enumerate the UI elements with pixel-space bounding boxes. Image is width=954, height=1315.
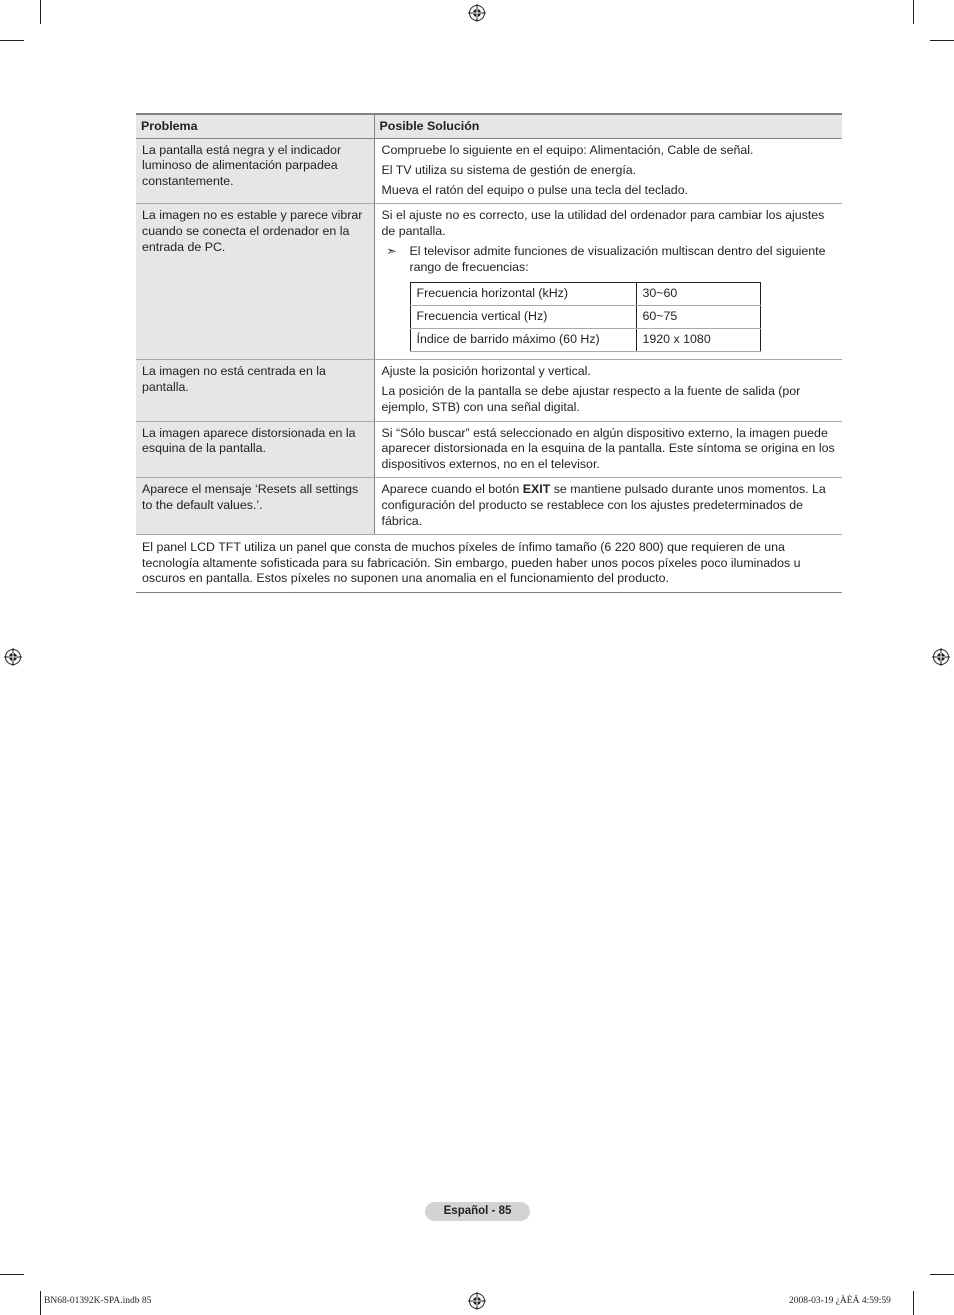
problem-cell: Aparece el mensaje ‘Resets all settings to the default values.’. bbox=[136, 478, 374, 535]
solution-text bbox=[382, 482, 837, 529]
problem-cell: La imagen no es estable y parece vibrar cuando se conecta el ordenador en la entrada de PC. bbox=[136, 204, 374, 360]
slug-datetime: 2008-03-19 ¿ÀÈÄ 4:59:59 bbox=[789, 1296, 891, 1306]
exit-key-label: EXIT bbox=[522, 482, 551, 497]
slug-filename: BN68-01392K-SPA.indb 85 bbox=[44, 1296, 152, 1306]
table-row bbox=[136, 421, 842, 478]
note-text: El televisor admite funciones de visualización multiscan dentro del siguiente rango de frecuencias: bbox=[409, 244, 826, 274]
problem-cell: La imagen no está centrada en la pantalla. bbox=[136, 360, 374, 421]
freq-value: 30~60 bbox=[636, 283, 760, 306]
crop-mark bbox=[0, 40, 24, 41]
solution-text: La posición de la pantalla se debe ajustar respecto a la fuente de salida (por ejemplo, STB) con una señal digital. bbox=[381, 384, 801, 414]
problem-cell: La pantalla está negra y el indicador luminoso de alimentación parpadea constantemente. bbox=[136, 138, 374, 204]
registration-mark-icon bbox=[4, 648, 22, 666]
header-solution: Posible Solución bbox=[374, 114, 842, 138]
crop-mark bbox=[40, 1291, 41, 1315]
table-row bbox=[410, 283, 760, 306]
table-row bbox=[136, 360, 842, 421]
solution-cell bbox=[374, 421, 842, 478]
frequency-table bbox=[410, 282, 761, 352]
note-arrow-icon: ➣ bbox=[386, 244, 397, 259]
solution-text-pre: Aparece cuando el botón bbox=[381, 482, 523, 497]
note bbox=[382, 244, 837, 275]
solution-text: Compruebe lo siguiente en el equipo: Alimentación, Cable de señal. bbox=[381, 142, 754, 157]
solution-text: El TV utiliza su sistema de gestión de energía. bbox=[381, 162, 637, 177]
solution-text-post: se mantiene pulsado durante unos momentos. La configuración del producto se restablece con los ajustes predeterminados de fábrica. bbox=[381, 482, 826, 528]
solution-text: Mueva el ratón del equipo o pulse una tecla del teclado. bbox=[381, 182, 689, 197]
solution-cell bbox=[374, 138, 842, 204]
problem-cell: La imagen aparece distorsionada en la esquina de la pantalla. bbox=[136, 421, 374, 478]
crop-mark bbox=[930, 40, 954, 41]
solution-text: Si “Sólo buscar” está seleccionado en algún dispositivo externo, la imagen puede aparecer distorsionada en la esquina de la pantalla. Este síntoma se origina en los dispositivos externos, no en el televisor. bbox=[381, 425, 835, 471]
freq-label: Frecuencia horizontal (kHz) bbox=[410, 283, 636, 306]
freq-value: 60~75 bbox=[636, 306, 760, 329]
page-number: Español - 85 bbox=[425, 1202, 530, 1221]
registration-mark-icon bbox=[932, 648, 950, 666]
crop-mark bbox=[40, 0, 41, 24]
registration-mark-icon bbox=[468, 4, 486, 22]
freq-label: Índice de barrido máximo (60 Hz) bbox=[410, 329, 636, 352]
table-header bbox=[136, 114, 842, 138]
solution-text: Ajuste la posición horizontal y vertical. bbox=[381, 364, 591, 379]
table-row bbox=[410, 306, 760, 329]
solution-text: Si el ajuste no es correcto, use la utilidad del ordenador para cambiar los ajustes de pantalla. bbox=[381, 208, 825, 238]
crop-mark bbox=[913, 1291, 914, 1315]
freq-value: 1920 x 1080 bbox=[636, 329, 760, 352]
freq-label: Frecuencia vertical (Hz) bbox=[410, 306, 636, 329]
troubleshooting-table bbox=[136, 113, 842, 593]
crop-mark bbox=[930, 1274, 954, 1275]
table-row bbox=[136, 204, 842, 360]
solution-cell bbox=[374, 360, 842, 421]
solution-cell bbox=[374, 478, 842, 535]
crop-mark bbox=[0, 1274, 24, 1275]
registration-mark-icon bbox=[468, 1292, 486, 1310]
table-row bbox=[136, 478, 842, 535]
table-footer-row bbox=[136, 535, 842, 593]
solution-cell bbox=[374, 204, 842, 360]
table-row bbox=[136, 138, 842, 204]
table-footer-note: El panel LCD TFT utiliza un panel que consta de muchos píxeles de ínfimo tamaño (6 220 800) que requieren de una tecnología altamente sofisticada para su fabricación. Sin embargo, pueden haber unos pocos píxeles poco iluminados u oscuros en pantalla. Estos píxeles no suponen una anomalia en el funcionamiento del producto. bbox=[136, 535, 842, 593]
table-row bbox=[410, 329, 760, 352]
header-problem: Problema bbox=[136, 114, 374, 138]
crop-mark bbox=[913, 0, 914, 24]
